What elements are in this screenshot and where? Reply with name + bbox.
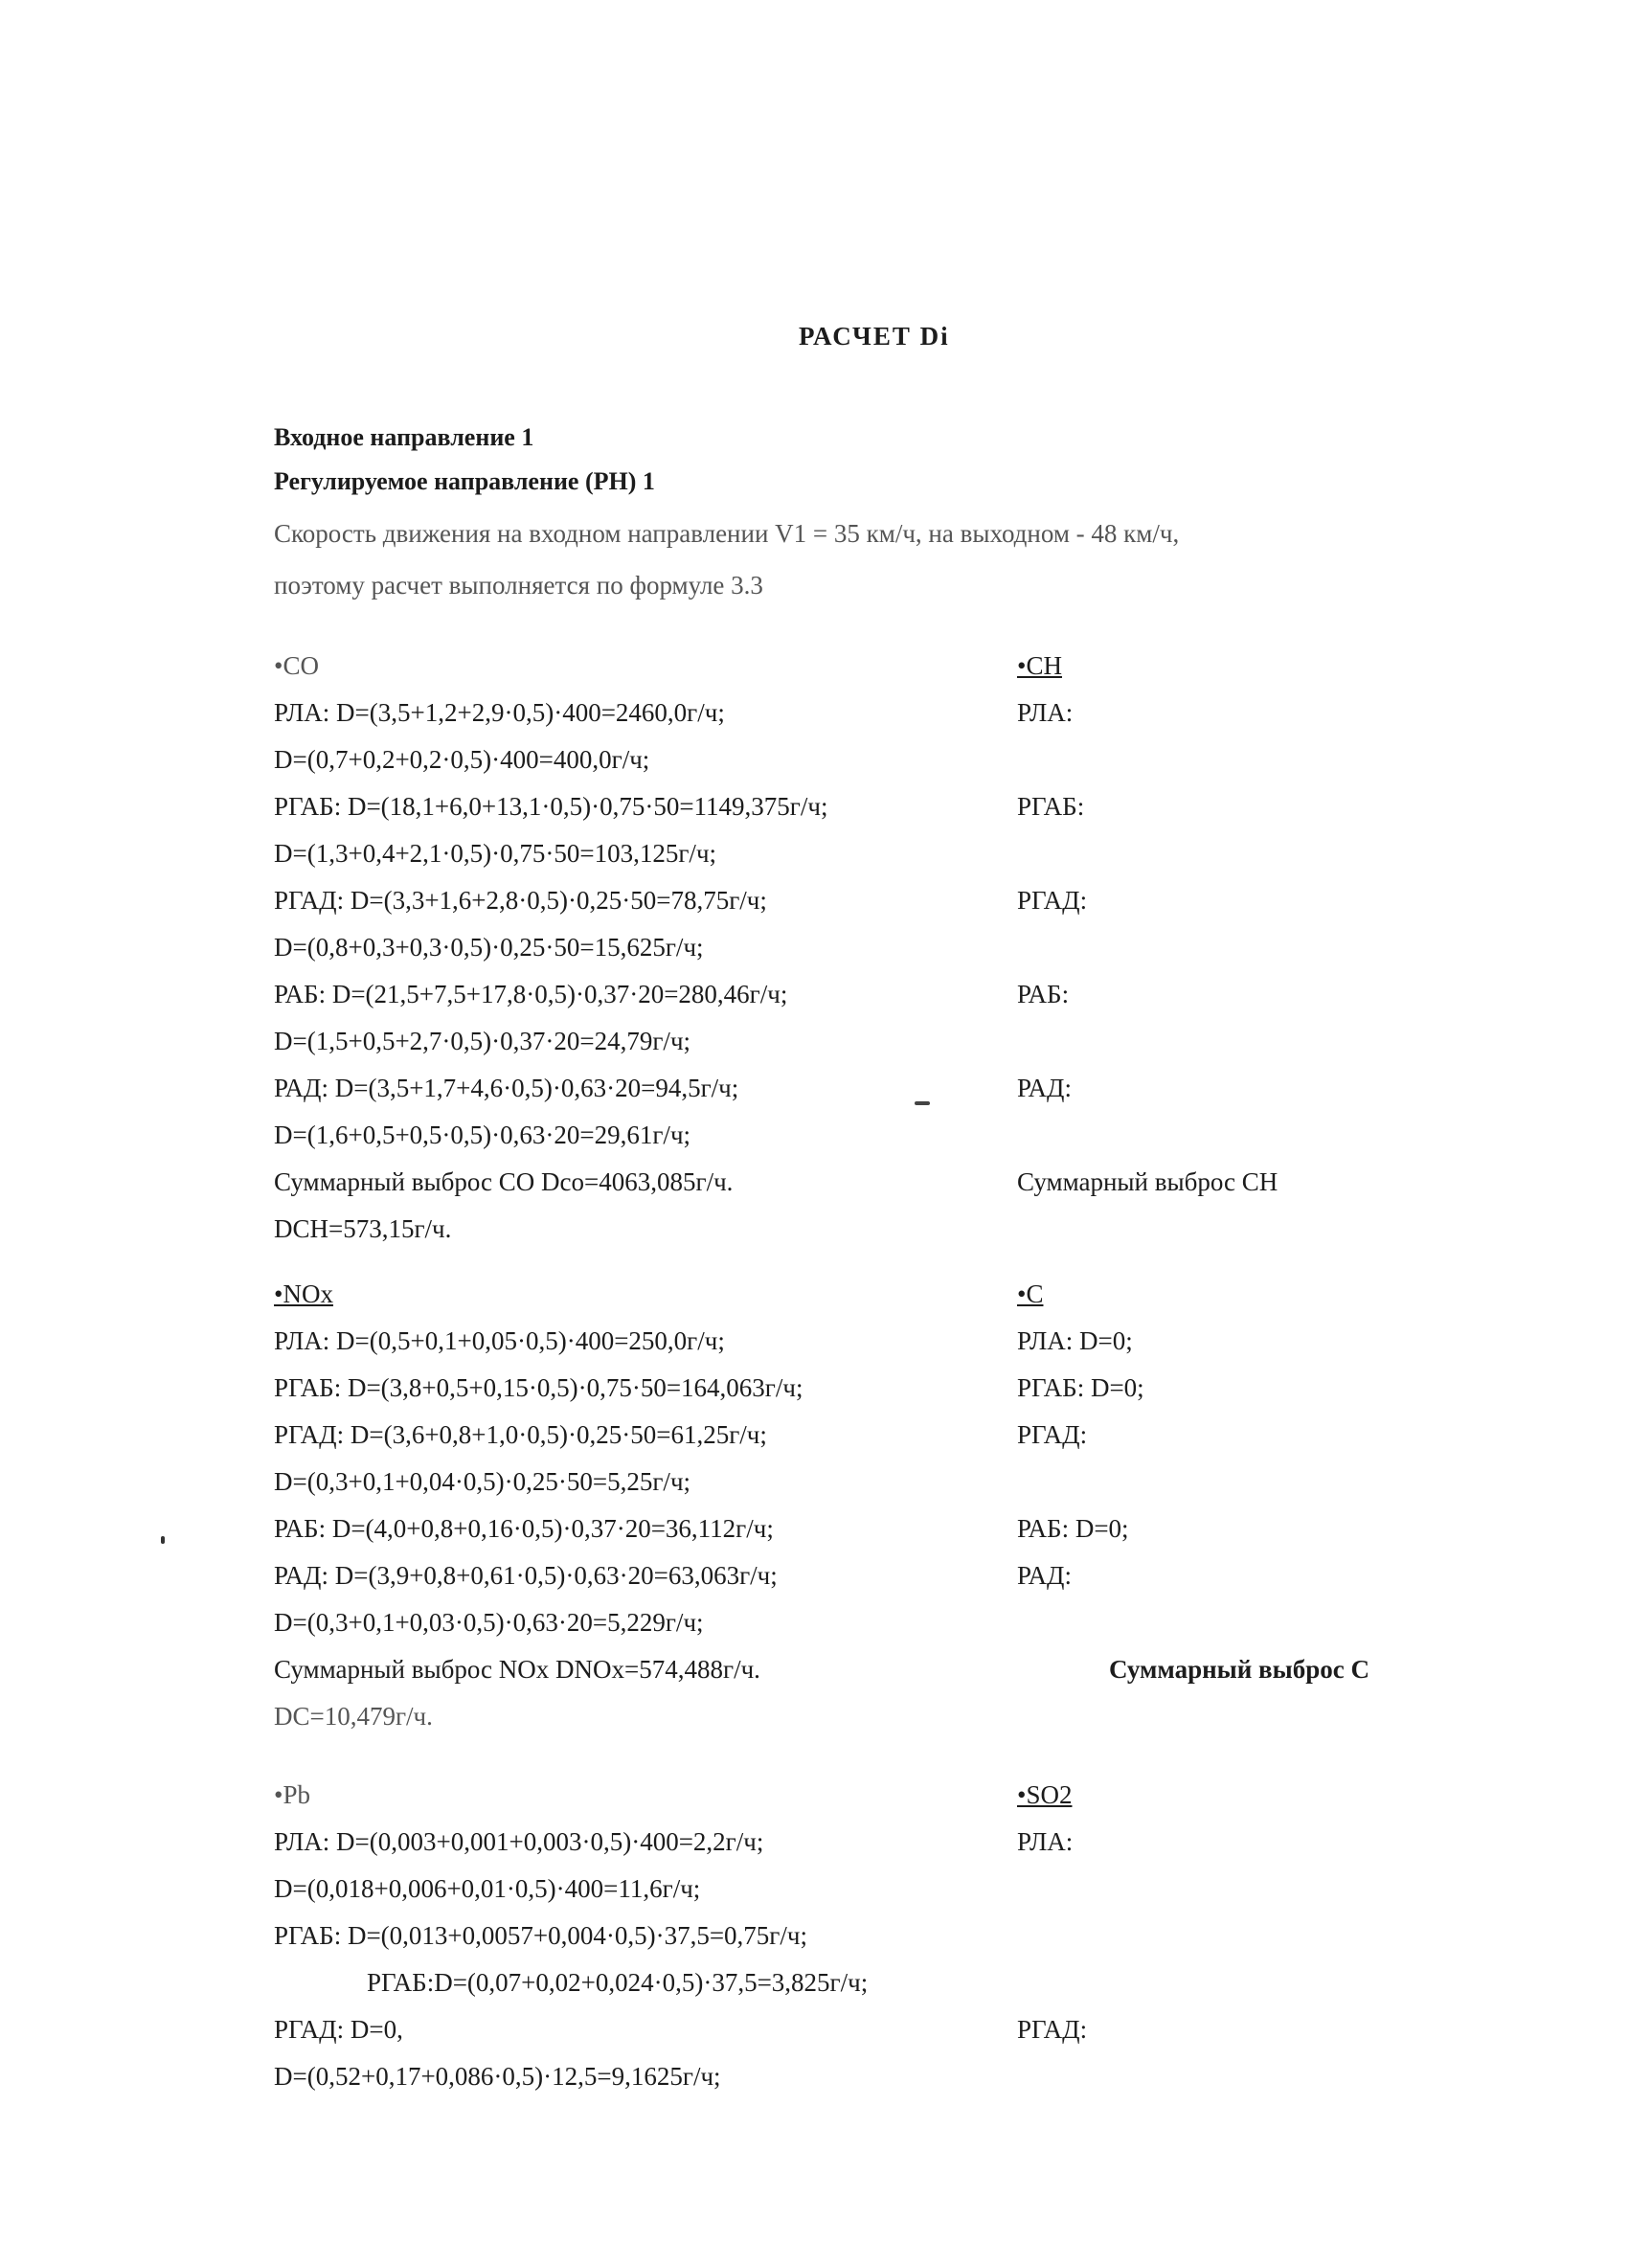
ch-total-value: DCH=573,15г/ч. bbox=[274, 1214, 452, 1243]
nox-line: D=(0,3+0,1+0,03·0,5)·0,63·20=5,229г/ч; bbox=[274, 1608, 704, 1637]
so2-heading: •SO2 bbox=[1017, 1780, 1073, 1809]
co-line: D=(1,6+0,5+0,5·0,5)·0,63·20=29,61г/ч; bbox=[274, 1121, 691, 1149]
c-line: РАБ: D=0; bbox=[1017, 1514, 1129, 1543]
co-line: D=(0,8+0,3+0,3·0,5)·0,25·50=15,625г/ч; bbox=[274, 933, 704, 962]
nox-total: Суммарный выброс NOx DNOx=574,488г/ч. bbox=[274, 1655, 760, 1684]
pb-heading: •Pb bbox=[274, 1780, 310, 1809]
scan-mark bbox=[915, 1101, 930, 1105]
nox-line: РГАБ: D=(3,8+0,5+0,15·0,5)·0,75·50=164,063г/ч; bbox=[274, 1373, 803, 1402]
ch-heading: •CH bbox=[1017, 651, 1062, 680]
scan-speck bbox=[161, 1536, 165, 1544]
ch-line: РГАБ: bbox=[1017, 792, 1085, 821]
page-title: РАСЧЕТ Di bbox=[799, 322, 950, 351]
ch-total-label: Суммарный выброс CH bbox=[1017, 1167, 1279, 1196]
intro-line-2: Регулируемое направление (РН) 1 bbox=[274, 467, 655, 495]
intro-line-1: Входное направление 1 bbox=[274, 423, 534, 451]
c-total-value: DC=10,479г/ч. bbox=[274, 1702, 433, 1731]
c-total-label: Суммарный выброс C bbox=[1109, 1655, 1369, 1684]
co-line: D=(1,3+0,4+2,1·0,5)·0,75·50=103,125г/ч; bbox=[274, 839, 717, 868]
nox-line: РАД: D=(3,9+0,8+0,61·0,5)·0,63·20=63,063г/ч; bbox=[274, 1561, 778, 1590]
co-line: D=(0,7+0,2+0,2·0,5)·400=400,0г/ч; bbox=[274, 745, 650, 774]
intro-line-4: поэтому расчет выполняется по формуле 3.3 bbox=[274, 571, 763, 600]
nox-line: D=(0,3+0,1+0,04·0,5)·0,25·50=5,25г/ч; bbox=[274, 1467, 691, 1496]
co-line: РГАБ: D=(18,1+6,0+13,1·0,5)·0,75·50=1149,375г/ч; bbox=[274, 792, 828, 821]
c-line: РГАБ: D=0; bbox=[1017, 1373, 1144, 1402]
nox-line: РЛА: D=(0,5+0,1+0,05·0,5)·400=250,0г/ч; bbox=[274, 1326, 725, 1355]
pb-line: D=(0,018+0,006+0,01·0,5)·400=11,6г/ч; bbox=[274, 1874, 701, 1903]
ch-line: РГАД: bbox=[1017, 886, 1088, 915]
co-line: D=(1,5+0,5+2,7·0,5)·0,37·20=24,79г/ч; bbox=[274, 1027, 691, 1055]
co-total: Суммарный выброс CO Dco=4063,085г/ч. bbox=[274, 1167, 734, 1196]
nox-line: РАБ: D=(4,0+0,8+0,16·0,5)·0,37·20=36,112г/ч; bbox=[274, 1514, 774, 1543]
co-line: РАБ: D=(21,5+7,5+17,8·0,5)·0,37·20=280,46г/ч; bbox=[274, 980, 788, 1008]
pb-line: РГАД: D=0, bbox=[274, 2015, 403, 2044]
co-heading: •CO bbox=[274, 651, 319, 680]
co-line: РГАД: D=(3,3+1,6+2,8·0,5)·0,25·50=78,75г/ч; bbox=[274, 886, 767, 915]
ch-line: РАД: bbox=[1017, 1074, 1072, 1102]
co-line: РЛА: D=(3,5+1,2+2,9·0,5)·400=2460,0г/ч; bbox=[274, 698, 725, 727]
so2-line: РГАД: bbox=[1017, 2015, 1088, 2044]
so2-line: РЛА: bbox=[1017, 1827, 1074, 1856]
c-heading: •C bbox=[1017, 1279, 1044, 1308]
co-line: РАД: D=(3,5+1,7+4,6·0,5)·0,63·20=94,5г/ч; bbox=[274, 1074, 739, 1102]
ch-line: РАБ: bbox=[1017, 980, 1070, 1008]
c-line: РГАД: bbox=[1017, 1420, 1088, 1449]
ch-line: РЛА: bbox=[1017, 698, 1074, 727]
nox-line: РГАД: D=(3,6+0,8+1,0·0,5)·0,25·50=61,25г/ч; bbox=[274, 1420, 767, 1449]
pb-line: РГАБ: D=(0,013+0,0057+0,004·0,5)·37,5=0,75г/ч; bbox=[274, 1921, 807, 1950]
pb-line: D=(0,52+0,17+0,086·0,5)·12,5=9,1625г/ч; bbox=[274, 2062, 721, 2091]
c-line: РАД: bbox=[1017, 1561, 1072, 1590]
intro-line-3: Скорость движения на входном направлении V1 = 35 км/ч, на выходном - 48 км/ч, bbox=[274, 519, 1180, 548]
nox-heading: •NOx bbox=[274, 1279, 333, 1308]
c-line: РЛА: D=0; bbox=[1017, 1326, 1133, 1355]
pb-line: РЛА: D=(0,003+0,001+0,003·0,5)·400=2,2г/ч; bbox=[274, 1827, 764, 1856]
pb-line: РГАБ:D=(0,07+0,02+0,024·0,5)·37,5=3,825г/ч; bbox=[367, 1968, 869, 1997]
